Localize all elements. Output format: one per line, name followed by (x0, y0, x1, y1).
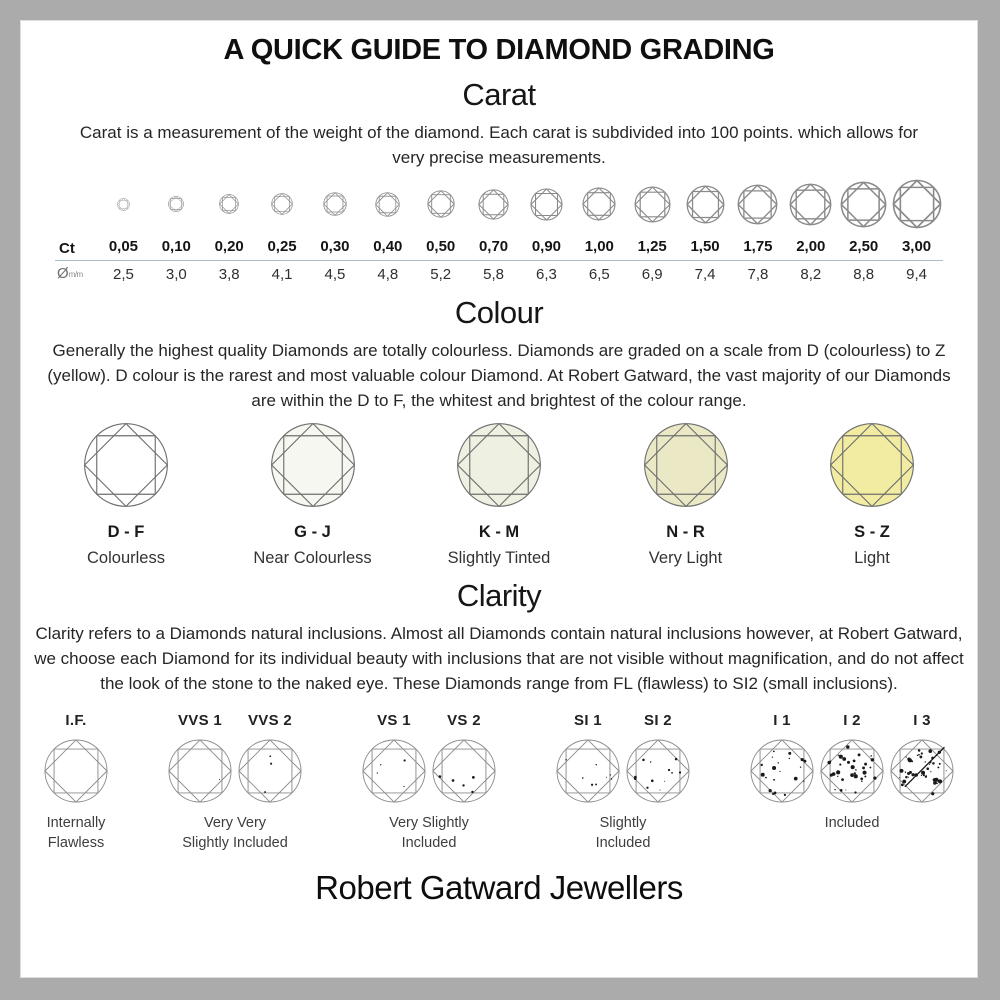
clarity-grade-label: VVS 1 (177, 712, 223, 729)
clarity-grade-label: VS 1 (377, 712, 411, 729)
carat-size-scale (55, 176, 943, 232)
clarity-name-line: Included (401, 834, 457, 851)
clarity-diamonds (43, 738, 109, 804)
clarity-grade-label: SI 1 (574, 712, 602, 729)
carat-scale-cell (626, 176, 679, 232)
diamond-icon (269, 421, 357, 509)
diamond-icon (168, 196, 184, 212)
carat-scale-cell (309, 176, 362, 232)
diameter-value: 8,2 (800, 266, 822, 283)
colour-grade (779, 421, 965, 568)
carat-scale-cell (890, 176, 943, 232)
colour-grade (406, 421, 592, 568)
clarity-group (43, 712, 109, 853)
diameter-value: 7,4 (694, 266, 716, 283)
diamond-icon (625, 738, 691, 804)
ct-value: 2,00 (796, 238, 826, 255)
diameter-row-label (55, 265, 97, 282)
colour-range-label: K - M (478, 523, 520, 541)
diamond-icon (455, 421, 543, 509)
diamond-icon (582, 187, 616, 221)
clarity-labels (167, 712, 303, 729)
diamond-icon (634, 186, 671, 223)
clarity-grade-label: SI 2 (644, 712, 672, 729)
diameter-unit: m/m (68, 269, 83, 279)
colour-section (21, 295, 977, 568)
clarity-group (167, 712, 303, 853)
clarity-diamonds (361, 738, 497, 804)
clarity-labels (43, 712, 109, 729)
clarity-section (21, 578, 977, 853)
colour-range-label: S - Z (854, 523, 890, 541)
colour-grade (33, 421, 219, 568)
colour-name-label: Colourless (87, 549, 165, 567)
diamond-icon (43, 738, 109, 804)
ct-value: 1,75 (743, 238, 773, 255)
clarity-name-line: Included (824, 815, 880, 831)
diamond-icon (361, 738, 427, 804)
diamond-icon (530, 188, 563, 221)
diameter-value: 6,5 (588, 266, 610, 283)
diamond-icon (117, 198, 130, 211)
brand-name: Robert Gatward Jewellers (315, 869, 683, 907)
diamond-icon (323, 192, 347, 216)
diameter-value: 6,9 (641, 266, 663, 283)
ct-value: 0,25 (267, 238, 297, 255)
carat-heading: Carat (462, 77, 536, 112)
colour-grade (593, 421, 779, 568)
clarity-heading: Clarity (456, 578, 542, 613)
clarity-labels (555, 712, 691, 729)
carat-scale-cell (837, 176, 890, 232)
colour-range-label: D - F (107, 523, 145, 541)
clarity-grade-label: I 1 (773, 712, 791, 729)
clarity-name-line: Flawless (47, 834, 105, 851)
carat-scale-cell (150, 176, 203, 232)
clarity-labels (361, 712, 497, 729)
diamond-icon (686, 185, 725, 224)
carat-scale-cell (414, 176, 467, 232)
diamond-icon (642, 421, 730, 509)
clarity-name (555, 814, 691, 853)
diameter-value: 5,8 (483, 266, 504, 283)
carat-description: Carat is a measurement of the weight of the diamond. Each carat is subdivided into 100 points. which allows for very precise measurements. (79, 123, 919, 167)
colour-name-label: Slightly Tinted (447, 549, 551, 567)
carat-scale-cell (361, 176, 414, 232)
ct-value: 0,10 (161, 238, 191, 255)
diameter-row (55, 261, 943, 285)
ct-value: 0,50 (426, 238, 456, 255)
colour-grade-row (33, 421, 965, 568)
diamond-icon (789, 183, 832, 226)
ct-value: 0,40 (373, 238, 403, 255)
clarity-name-line: Slightly (599, 815, 647, 831)
ct-row-label: Ct (59, 239, 75, 257)
colour-name-label: Very Light (648, 549, 723, 567)
diamond-icon (478, 189, 509, 220)
diameter-value: 5,2 (430, 266, 452, 283)
clarity-grade-row (43, 712, 955, 853)
clarity-name-line: Very Slightly (389, 815, 469, 831)
diamond-icon (749, 738, 815, 804)
diameter-value: 4,1 (271, 266, 293, 283)
clarity-name (43, 814, 109, 853)
clarity-name-line: Very Very (203, 815, 267, 831)
clarity-name (361, 814, 497, 853)
diamond-icon (892, 179, 942, 229)
ct-value: 0,30 (320, 238, 350, 255)
clarity-name-line: Internally (46, 815, 106, 831)
carat-weight-row (55, 236, 943, 260)
diamond-icon (431, 738, 497, 804)
diameter-value: 6,3 (536, 266, 557, 283)
diameter-value: 9,4 (906, 266, 927, 283)
clarity-group (361, 712, 497, 853)
clarity-name-line: Slightly Included (182, 834, 288, 851)
colour-range-label: N - R (666, 523, 705, 541)
carat-scale-cell (732, 176, 785, 232)
diamond-icon (82, 421, 170, 509)
clarity-grade-label: I.F. (65, 712, 87, 729)
clarity-group (555, 712, 691, 853)
diamond-icon (219, 194, 239, 214)
colour-name-label: Light (854, 549, 890, 567)
page (20, 20, 978, 978)
carat-scale-cell (784, 176, 837, 232)
carat-scale-cell (520, 176, 573, 232)
ct-value: 1,25 (637, 238, 667, 255)
diameter-value: 2,5 (113, 266, 134, 283)
carat-scale-cell (467, 176, 520, 232)
carat-scale-cell (256, 176, 309, 232)
clarity-grade-label: VVS 2 (247, 712, 293, 729)
diamond-icon (555, 738, 621, 804)
clarity-description: Clarity refers to a Diamonds natural inclusions. Almost all Diamonds contain natural inclusions however, at Robert Gatward, we choose each Diamond for its individual beauty with inclusions that are not visible without magnification, and do not affect the look of the stone to the naked eye. These Diamonds range from FL (flawless) to SI2 (small inclusions). (34, 624, 964, 693)
diamond-icon (889, 738, 955, 804)
diameter-value: 3,8 (218, 266, 240, 283)
diamond-icon (237, 738, 303, 804)
colour-heading: Colour (454, 295, 544, 330)
diamond-icon (840, 181, 887, 228)
carat-scale-cell (203, 176, 256, 232)
page-title: A QUICK GUIDE TO DIAMOND GRADING (223, 34, 775, 66)
diamond-icon (167, 738, 233, 804)
clarity-grade-label: VS 2 (447, 712, 481, 729)
diamond-icon (828, 421, 916, 509)
clarity-diamonds (749, 738, 955, 804)
diameter-value: 7,8 (747, 266, 769, 283)
clarity-grade-label: I 2 (843, 712, 861, 729)
clarity-name-line: Included (595, 834, 651, 851)
diamond-icon (271, 193, 293, 215)
diamond-icon (819, 738, 885, 804)
carat-section (21, 77, 977, 285)
ct-value: 0,90 (531, 238, 562, 255)
clarity-labels (749, 712, 955, 729)
ct-value: 0,20 (214, 238, 244, 255)
carat-scale-cell (679, 176, 732, 232)
clarity-name (167, 814, 303, 853)
colour-range-label: G - J (294, 523, 331, 541)
colour-description: Generally the highest quality Diamonds are totally colourless. Diamonds are graded on a scale from D (colourless) to Z (yellow). D colour is the rarest and most valuable colour Diamond. At Robert Gatward, the vast majority of our Diamonds are within the D to F, the whitest and brightest of the colour range. (47, 341, 951, 410)
clarity-name (749, 814, 955, 834)
ct-value: 1,00 (584, 238, 614, 255)
diamond-icon (737, 184, 778, 225)
colour-name-label: Near Colourless (253, 549, 372, 567)
diameter-value: 8,8 (853, 266, 875, 283)
ct-value: 0,05 (108, 238, 139, 255)
ct-value: 3,00 (901, 238, 932, 255)
carat-table (55, 236, 943, 285)
diameter-value: 3,0 (165, 266, 187, 283)
ct-value: 0,70 (478, 238, 509, 255)
diameter-value: 4,5 (324, 266, 346, 283)
clarity-grade-label: I 3 (913, 712, 931, 729)
ct-value: 2,50 (849, 238, 879, 255)
clarity-diamonds (555, 738, 691, 804)
ct-value: 1,50 (690, 238, 720, 255)
colour-grade (220, 421, 406, 568)
clarity-group (749, 712, 955, 834)
diamond-icon (427, 190, 455, 218)
carat-scale-cell (97, 176, 150, 232)
diamond-icon (375, 192, 400, 217)
clarity-diamonds (167, 738, 303, 804)
carat-scale-cell (573, 176, 626, 232)
diameter-value: 4,8 (377, 266, 399, 283)
diameter-symbol: Ø (57, 264, 69, 282)
